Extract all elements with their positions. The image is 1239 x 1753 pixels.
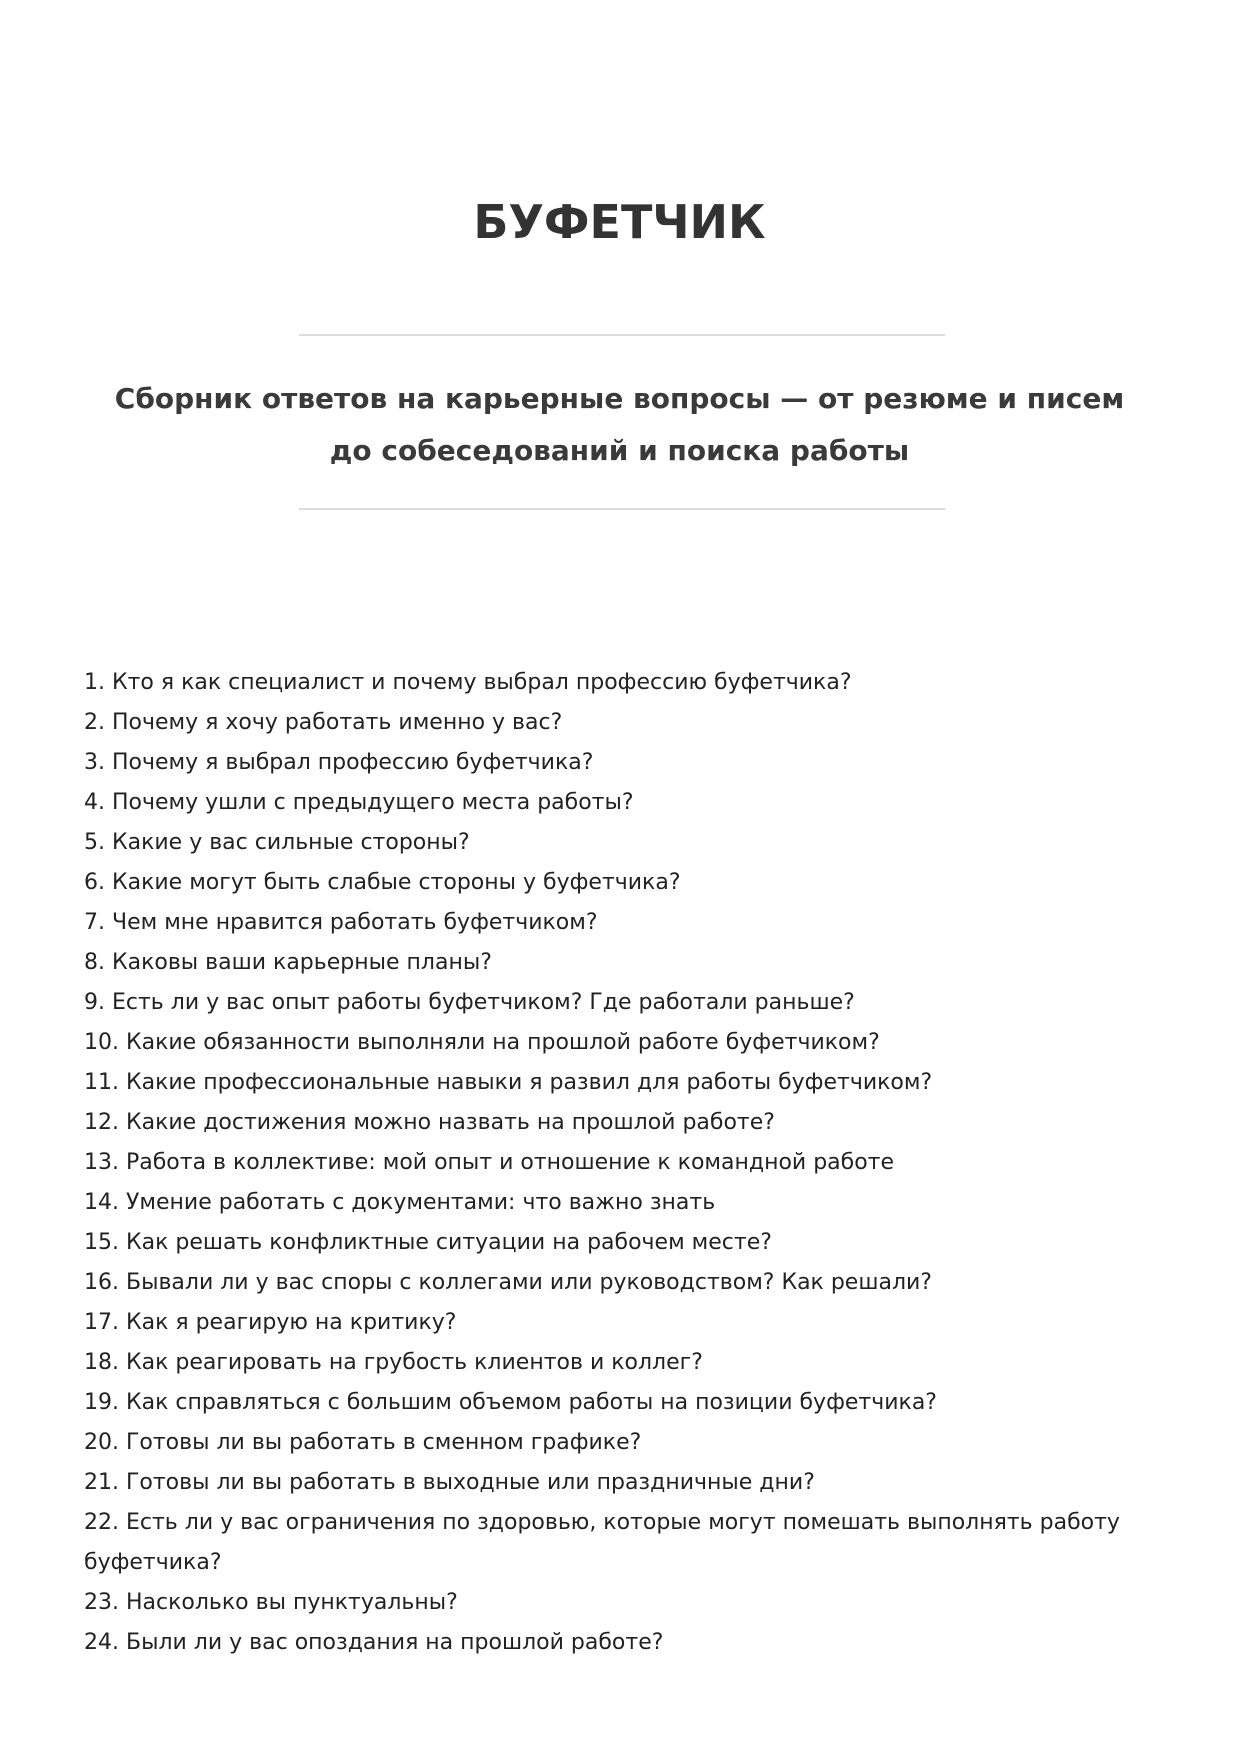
question-item: 17. Как я реагирую на критику? bbox=[84, 1310, 457, 1335]
question-item: 3. Почему я выбрал профессию буфетчика? bbox=[84, 750, 594, 775]
top-divider bbox=[299, 334, 945, 336]
question-item: 7. Чем мне нравится работать буфетчиком? bbox=[84, 910, 598, 935]
question-item: 18. Как реагировать на грубость клиентов и коллег? bbox=[84, 1350, 703, 1375]
question-item: 23. Насколько вы пунктуальны? bbox=[84, 1590, 458, 1615]
question-item: 15. Как решать конфликтные ситуации на рабочем месте? bbox=[84, 1230, 772, 1255]
question-item: 1. Кто я как специалист и почему выбрал профессию буфетчика? bbox=[84, 670, 852, 695]
question-item: 20. Готовы ли вы работать в сменном графике? bbox=[84, 1430, 642, 1455]
question-item: 13. Работа в коллективе: мой опыт и отношение к командной работе bbox=[84, 1150, 895, 1175]
question-item: 12. Какие достижения можно назвать на прошлой работе? bbox=[84, 1110, 775, 1135]
question-item: 8. Каковы ваши карьерные планы? bbox=[84, 950, 492, 975]
question-item: 6. Какие могут быть слабые стороны у буфетчика? bbox=[84, 870, 681, 895]
question-list bbox=[84, 663, 1164, 1663]
question-item: 16. Бывали ли у вас споры с коллегами или руководством? Как решали? bbox=[84, 1270, 932, 1295]
bottom-divider bbox=[299, 508, 945, 510]
question-item: 21. Готовы ли вы работать в выходные или праздничные дни? bbox=[84, 1470, 815, 1495]
question-item: 19. Как справляться с большим объемом работы на позиции буфетчика? bbox=[84, 1390, 937, 1415]
page-title: БУФЕТЧИК bbox=[473, 195, 766, 249]
question-item: 2. Почему я хочу работать именно у вас? bbox=[84, 710, 563, 735]
question-item: 5. Какие у вас сильные стороны? bbox=[84, 830, 470, 855]
page-subtitle: Сборник ответов на карьерные вопросы — от резюме и писем до собеседований и поиска работы bbox=[114, 382, 1125, 467]
question-item: 14. Умение работать с документами: что важно знать bbox=[84, 1190, 716, 1215]
question-item: 10. Какие обязанности выполняли на прошлой работе буфетчиком? bbox=[84, 1030, 880, 1055]
question-item: 4. Почему ушли с предыдущего места работы? bbox=[84, 790, 634, 815]
question-item: 22. Есть ли у вас ограничения по здоровью, которые могут помешать выполнять работу буфетчика? bbox=[84, 1510, 1120, 1575]
question-item: 24. Были ли у вас опоздания на прошлой работе? bbox=[84, 1630, 664, 1655]
question-item: 9. Есть ли у вас опыт работы буфетчиком? Где работали раньше? bbox=[84, 990, 855, 1015]
question-item: 11. Какие профессиональные навыки я развил для работы буфетчиком? bbox=[84, 1070, 933, 1095]
